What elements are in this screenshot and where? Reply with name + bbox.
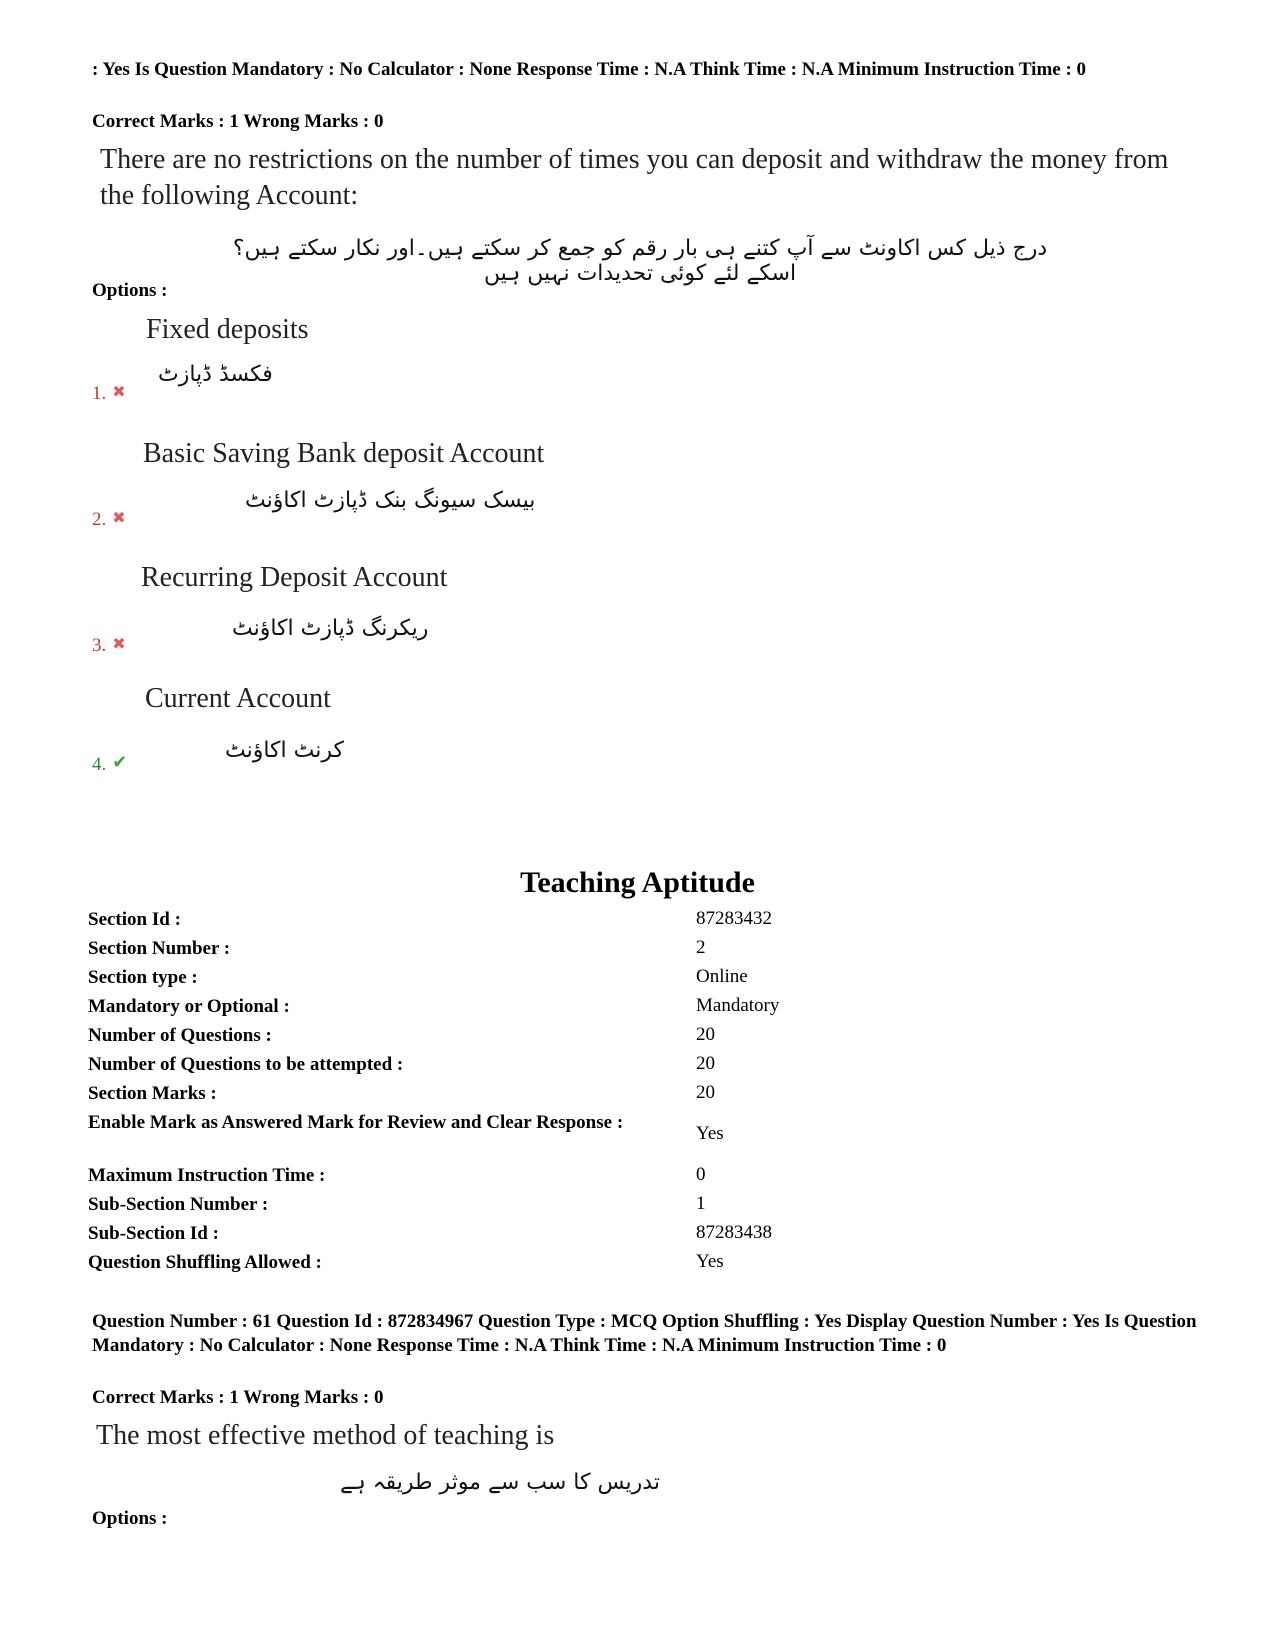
option-3-urdu: ریکرنگ ڈپازٹ اکاؤنٹ: [232, 616, 429, 641]
option-2-urdu: بیسک سیونگ بنک ڈپازٹ اکاؤنٹ: [245, 488, 536, 513]
section-row-value: 20: [696, 1024, 715, 1045]
question-text-urdu: درج ذیل کس اکاونٹ سے آپ کتنے ہی بار رقم کو جمع کر سکتے ہیں۔اور نکار سکتے ہیں؟اسکے لئے کوئی تحدیدات نہیں ہیں: [232, 236, 1048, 286]
section-row-value: 87283438: [696, 1222, 772, 1243]
question-meta: : Yes Is Question Mandatory : No Calculator : None Response Time : N.A Think Time : N.A Minimum Instruction Time : 0: [92, 59, 1087, 80]
section-row-value: Mandatory: [696, 995, 780, 1016]
section-row-value: Yes: [696, 1251, 724, 1272]
section-title: Teaching Aptitude: [520, 866, 755, 899]
section-row-label: Mandatory or Optional :: [88, 996, 290, 1017]
option-4-urdu: کرنٹ اکاؤنٹ: [225, 738, 344, 763]
question-text-urdu: تدریس کا سب سے موثر طریقہ ہے: [340, 1470, 660, 1495]
section-row-value: 20: [696, 1053, 715, 1074]
section-row-label: Sub-Section Number :: [88, 1194, 269, 1215]
option-1-number: 1. ✖: [92, 383, 126, 404]
question-text-english: There are no restrictions on the number of times you can deposit and withdraw the money from the following Account:: [100, 144, 1169, 211]
section-row-label: Enable Mark as Answered Mark for Review and Clear Response :: [88, 1112, 624, 1133]
section-row-label: Number of Questions to be attempted :: [88, 1054, 404, 1075]
option-3-text: Recurring Deposit Account: [141, 562, 448, 593]
section-row-value: Yes: [696, 1123, 724, 1144]
section-row-value: 2: [696, 937, 706, 958]
section-row-value: Online: [696, 966, 748, 987]
cross-icon: ✖: [112, 510, 126, 527]
section-row-value: 0: [696, 1164, 706, 1185]
section-row-label: Maximum Instruction Time :: [88, 1165, 326, 1186]
option-1-text: Fixed deposits: [146, 314, 309, 345]
option-1-urdu: فکسڈ ڈپازٹ: [158, 362, 273, 387]
option-2-text: Basic Saving Bank deposit Account: [143, 438, 545, 469]
section-row-label: Section Number :: [88, 938, 231, 959]
checkmark-icon: ✔: [112, 752, 128, 772]
section-row-label: Sub-Section Id :: [88, 1223, 219, 1244]
options-label: Options :: [92, 280, 168, 301]
option-4-number: 4. ✔: [92, 752, 128, 775]
question-marks: Correct Marks : 1 Wrong Marks : 0: [92, 111, 384, 132]
section-row-value: 20: [696, 1082, 715, 1103]
question-meta: Question Number : 61 Question Id : 872834967 Question Type : MCQ Option Shuffling : Yes Display Question Number : Yes Is Question Mandatory : No Calculator : None Response Time : N.A Think Time : N.A Minimum Instruction Time : 0: [92, 1311, 1197, 1356]
cross-icon: ✖: [112, 636, 126, 653]
option-4-text: Current Account: [145, 683, 331, 714]
section-row-label: Section Marks :: [88, 1083, 217, 1104]
section-row-value: 87283432: [696, 908, 772, 929]
section-row-label: Section type :: [88, 967, 198, 988]
question-text-english: The most effective method of teaching is: [96, 1420, 555, 1451]
section-row-label: Section Id :: [88, 909, 181, 930]
section-row-value: 1: [696, 1193, 706, 1214]
question-marks: Correct Marks : 1 Wrong Marks : 0: [92, 1387, 384, 1408]
option-3-number: 3. ✖: [92, 635, 126, 656]
section-row-label: Number of Questions :: [88, 1025, 272, 1046]
section-row-label: Question Shuffling Allowed :: [88, 1252, 322, 1273]
options-label: Options :: [92, 1508, 168, 1529]
cross-icon: ✖: [112, 384, 126, 401]
option-2-number: 2. ✖: [92, 509, 126, 530]
